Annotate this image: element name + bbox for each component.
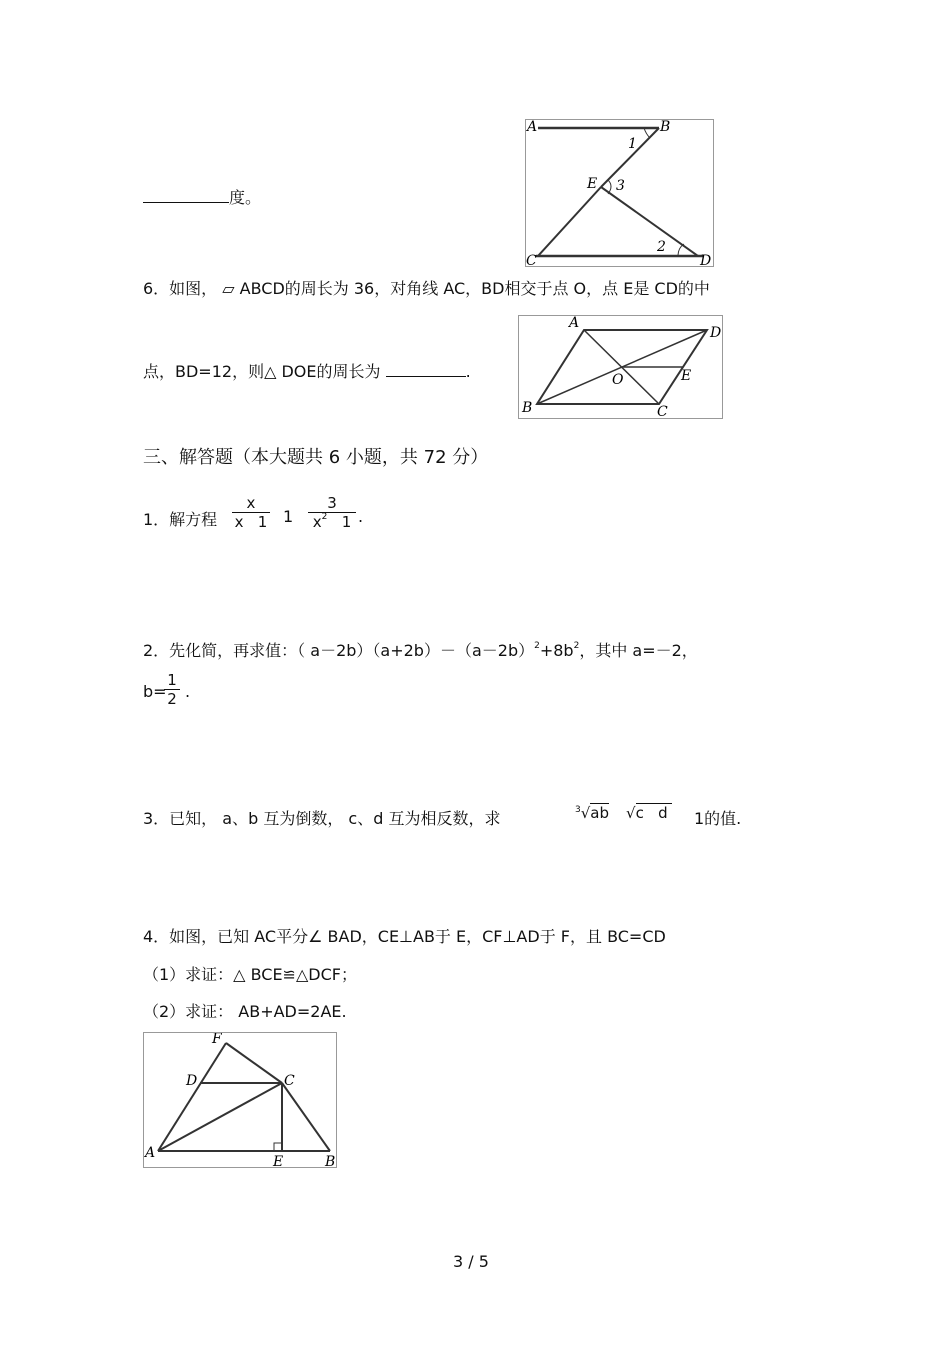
p2-exp-2: 2: [573, 641, 580, 651]
p1-fraction-1: [232, 494, 270, 531]
p3-text: 3．已知， a、b 互为倒数， c、d 互为相反数，求: [143, 809, 501, 828]
fig1-label-c: C: [526, 253, 537, 266]
p2-b-end: .: [185, 682, 191, 701]
fig3-label-a: A: [145, 1145, 156, 1161]
p1-prefix: 1．解方程: [143, 510, 218, 529]
p3-cube-root: [575, 804, 609, 822]
fig3-label-c: C: [284, 1073, 295, 1089]
q5-answer-line: [143, 184, 261, 208]
p1-f2-num: 3: [327, 494, 337, 512]
p2-exp-1: 2: [534, 641, 540, 651]
figure-parallel-lines: [525, 119, 714, 267]
fig1-label-d: D: [700, 253, 712, 266]
page-number: 3 / 5: [453, 1252, 489, 1271]
fig2-label-a: A: [569, 316, 580, 331]
p3-square-root: [626, 804, 672, 822]
figure-angle-bisector: [143, 1032, 337, 1168]
p1-f1-num: x: [246, 494, 256, 512]
p1-f2-den-exp: 2: [321, 512, 328, 522]
fig3-label-f: F: [212, 1033, 222, 1047]
p3-root1: ab: [590, 804, 610, 822]
p2-b-num: 1: [167, 671, 177, 689]
radical-icon: √: [626, 804, 636, 822]
p1-end: .: [358, 507, 364, 526]
fig2-label-e: E: [681, 368, 692, 384]
p1-mid: 1: [283, 507, 294, 526]
p3-root2: c d: [636, 803, 672, 822]
fig1-angle-3: 3: [616, 178, 625, 194]
p1-fraction-2: [308, 494, 356, 531]
p4-line2: （1）求证：△ BCE≌△DCF；: [143, 965, 357, 984]
p2-b-den: 2: [164, 689, 180, 708]
p2-b-prefix: b=: [143, 682, 167, 701]
answer-blank: [386, 358, 466, 377]
fig2-label-o: O: [612, 372, 624, 388]
p3-root-index: 3: [575, 805, 581, 815]
p3-end: 1的值.: [694, 809, 742, 828]
p2-line1: [143, 638, 698, 661]
answer-blank: [143, 184, 229, 203]
radical-icon: √: [580, 804, 591, 822]
p1-f2-den-x: x: [312, 513, 322, 531]
fig3-label-b: B: [325, 1154, 336, 1167]
section-heading: 三、解答题（本大题共 6 小题，共 72 分）: [143, 447, 489, 468]
p4-line1: 4．如图，已知 AC平分∠ BAD，CE⊥AB于 E，CF⊥AD于 F，且 BC=CD: [143, 927, 666, 946]
p1-f2-den-one: 1: [341, 513, 352, 531]
fig2-label-c: C: [657, 404, 668, 418]
fig2-label-d: D: [710, 325, 722, 341]
p2-rest: ，其中 a=－2，: [579, 641, 698, 660]
fig1-label-e: E: [587, 176, 598, 192]
q6-line2-end: .: [465, 362, 471, 381]
p2-mid: +8b: [539, 641, 574, 660]
fig1-label-a: A: [527, 120, 538, 135]
p4-line3: （2）求证： AB+AD=2AE.: [143, 1002, 347, 1021]
p1-f1-den: x 1: [232, 512, 270, 531]
p2-b-fraction: [164, 671, 180, 708]
fig2-label-b: B: [522, 400, 533, 416]
p2-text: 2．先化简，再求值：（ a－2b）（a+2b）－（a－2b）: [143, 641, 535, 660]
q6-line1: 6．如图， ▱ ABCD的周长为 36，对角线 AC，BD相交于点 O，点 E是 CD的中: [143, 279, 710, 298]
p1-f2-den: [308, 512, 356, 531]
fig3-label-d: D: [186, 1073, 198, 1089]
q6-line2: [143, 358, 471, 382]
q6-line2-text: 点，BD=12，则△ DOE的周长为: [143, 362, 381, 381]
fig1-angle-1: 1: [628, 136, 637, 152]
fig3-label-e: E: [273, 1154, 284, 1167]
fig1-label-b: B: [660, 120, 671, 135]
fig1-angle-2: 2: [657, 239, 666, 255]
q5-suffix: 度。: [229, 188, 262, 207]
figure-parallelogram: [518, 315, 723, 419]
